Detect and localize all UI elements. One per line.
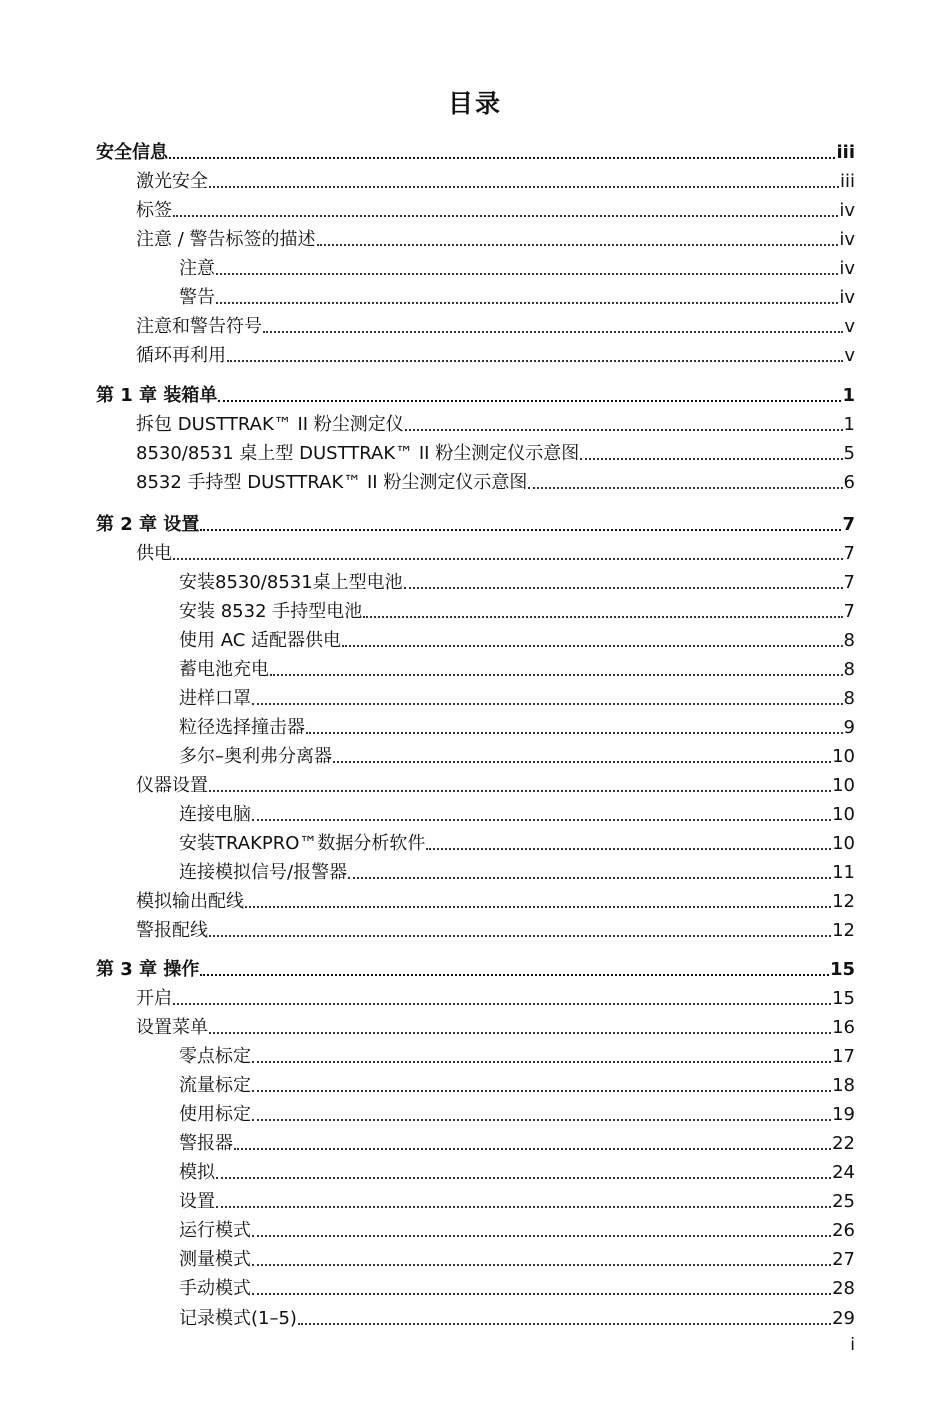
toc-entry-page: 26 <box>832 1220 855 1241</box>
dot-leader <box>306 732 843 734</box>
toc-entry[interactable] <box>179 711 855 739</box>
toc-entry-page: 7 <box>843 543 855 564</box>
dot-leader <box>227 360 843 362</box>
toc-entry-label: 8530/8531 桌上型 DUSTTRAK™ II 粉尘测定仪示意图 <box>136 443 580 464</box>
toc-entry[interactable] <box>179 682 855 710</box>
toc-entry-label: 设置 <box>179 1191 215 1212</box>
toc-entry-page: 10 <box>832 833 855 854</box>
toc-entry-page: 27 <box>832 1249 855 1270</box>
toc-entry-page: 10 <box>832 775 855 796</box>
dot-leader <box>173 215 838 217</box>
toc-entry-label: 运行模式 <box>179 1220 251 1241</box>
dot-leader <box>405 429 843 431</box>
toc-entry-page: 8 <box>843 659 855 680</box>
toc-entry-page: 19 <box>832 1104 855 1125</box>
toc-entry[interactable] <box>136 194 855 222</box>
dot-leader <box>252 703 843 705</box>
toc-entry-label: 第 3 章 操作 <box>96 959 200 980</box>
dot-leader <box>404 587 843 589</box>
toc-entry-label: 第 2 章 设置 <box>96 514 200 535</box>
toc-entry-label: 测量模式 <box>179 1249 251 1270</box>
dot-leader <box>173 558 843 560</box>
toc-entry-page: 25 <box>832 1191 855 1212</box>
dot-leader <box>209 186 839 188</box>
toc-entry-page: 8 <box>843 688 855 709</box>
toc-entry-label: 拆包 DUSTTRAK™ II 粉尘测定仪 <box>136 414 404 435</box>
dot-leader <box>270 674 843 676</box>
toc-entry-label: 蓄电池充电 <box>179 659 269 680</box>
dot-leader <box>252 819 831 821</box>
toc-entry-label: 注意 <box>179 258 215 279</box>
toc-entry-page: 11 <box>832 862 855 883</box>
toc-entry-label: 警告 <box>179 287 215 308</box>
dot-leader <box>200 974 829 976</box>
toc-entry-label: 安装 8532 手持型电池 <box>179 601 363 622</box>
toc-entry-page: 1 <box>843 414 855 435</box>
toc-entry[interactable] <box>136 914 855 942</box>
toc-entry[interactable] <box>179 1040 855 1068</box>
toc-entry[interactable] <box>136 982 855 1010</box>
toc-entry-page: 29 <box>832 1308 855 1329</box>
dot-leader <box>209 790 831 792</box>
toc-entry[interactable] <box>179 798 855 826</box>
toc-entry-page: 24 <box>832 1162 855 1183</box>
toc-entry-page: 1 <box>842 385 855 406</box>
toc-entry-label: 使用 AC 适配器供电 <box>179 630 342 651</box>
toc-entry-page: 15 <box>832 988 855 1009</box>
toc-entry-label: 连接模拟信号/报警器 <box>179 862 348 883</box>
toc-entry-page: 17 <box>832 1046 855 1067</box>
toc-entry[interactable] <box>179 1214 855 1242</box>
toc-chapter-entry[interactable] <box>96 953 855 981</box>
toc-entry-page: iv <box>839 287 855 308</box>
toc-entry-label: 手动模式 <box>179 1278 251 1299</box>
toc-entry-label: 8532 手持型 DUSTTRAK™ II 粉尘测定仪示意图 <box>136 472 528 493</box>
toc-entry-label: 仪器设置 <box>136 775 208 796</box>
toc-entry-page: 9 <box>843 717 855 738</box>
toc-chapter-entry[interactable] <box>96 508 855 536</box>
dot-leader <box>252 1235 831 1237</box>
dot-leader <box>169 157 835 159</box>
dot-leader <box>216 1206 831 1208</box>
toc-entry-page: 7 <box>843 601 855 622</box>
toc-entry-page: 28 <box>832 1278 855 1299</box>
toc-entry-label: 警报配线 <box>136 920 208 941</box>
toc-entry-page: 7 <box>842 514 855 535</box>
toc-entry-label: 安全信息 <box>96 142 168 163</box>
toc-entry-label: 进样口罩 <box>179 688 251 709</box>
toc-chapter-entry[interactable] <box>96 379 855 407</box>
toc-entry-page: v <box>844 345 855 366</box>
toc-entry-page: 5 <box>843 443 855 464</box>
toc-entry-page: iv <box>839 200 855 221</box>
toc-entry-page: 22 <box>832 1133 855 1154</box>
toc-entry-label: 使用标定 <box>179 1104 251 1125</box>
dot-leader <box>580 458 842 460</box>
toc-entry-label: 零点标定 <box>179 1046 251 1067</box>
toc-entry-page: 6 <box>843 472 855 493</box>
toc-entry-page: v <box>844 316 855 337</box>
toc-entry[interactable] <box>136 769 855 797</box>
dot-leader <box>245 906 831 908</box>
toc-entry-page: 15 <box>829 959 855 980</box>
toc-entry-page: 8 <box>843 630 855 651</box>
toc-entry[interactable] <box>179 252 855 280</box>
dot-leader <box>252 1264 831 1266</box>
toc-entry[interactable] <box>179 281 855 309</box>
dot-leader <box>252 1061 831 1063</box>
toc-entry-label: 安装8530/8531桌上型电池 <box>179 572 403 593</box>
toc-entry-label: 多尔–奥利弗分离器 <box>179 746 332 767</box>
toc-entry-label: 连接电脑 <box>179 804 251 825</box>
toc-entry[interactable] <box>136 466 855 494</box>
toc-entry-label: 粒径选择撞击器 <box>179 717 305 738</box>
toc-entry[interactable] <box>179 1069 855 1097</box>
toc-entry-page: 12 <box>832 920 855 941</box>
toc-entry-label: 记录模式(1–5) <box>179 1308 297 1329</box>
toc-entry[interactable] <box>179 740 855 768</box>
toc-entry-label: 警报器 <box>179 1133 233 1154</box>
toc-chapter-entry[interactable] <box>96 136 855 164</box>
toc-entry[interactable] <box>179 1272 855 1300</box>
dot-leader <box>426 848 831 850</box>
toc-entry-page: 10 <box>832 804 855 825</box>
toc-entry-label: 第 1 章 装箱单 <box>96 385 218 406</box>
toc-entry-page: 18 <box>832 1075 855 1096</box>
toc-entry[interactable] <box>136 165 855 193</box>
toc-entry[interactable] <box>136 537 855 565</box>
dot-leader <box>317 244 839 246</box>
toc-entry[interactable] <box>136 223 855 251</box>
toc-entry-page: iv <box>839 229 855 250</box>
page-title: 目录 <box>447 89 502 118</box>
toc-entry[interactable] <box>136 1011 855 1039</box>
dot-leader <box>200 529 841 531</box>
toc-entry-label: 注意 / 警告标签的描述 <box>136 229 316 250</box>
dot-leader <box>528 487 842 489</box>
toc-entry[interactable] <box>179 1185 855 1213</box>
toc-entry[interactable] <box>179 856 855 884</box>
dot-leader <box>363 616 842 618</box>
dot-leader <box>209 1032 831 1034</box>
toc-entry-label: 模拟 <box>179 1162 215 1183</box>
toc-entry-label: 设置菜单 <box>136 1017 208 1038</box>
dot-leader <box>298 1323 831 1325</box>
toc-entry[interactable] <box>179 566 855 594</box>
toc-entry-page: 12 <box>832 891 855 912</box>
dot-leader <box>252 1119 831 1121</box>
toc-entry[interactable] <box>136 885 855 913</box>
toc-entry[interactable] <box>136 408 855 436</box>
dot-leader <box>216 1177 831 1179</box>
toc-entry-label: 标签 <box>136 200 172 221</box>
toc-entry-label: 模拟输出配线 <box>136 891 244 912</box>
dot-leader <box>173 1003 831 1005</box>
dot-leader <box>333 761 831 763</box>
toc-entry-page: iii <box>836 142 855 163</box>
toc-entry-label: 循环再利用 <box>136 345 226 366</box>
toc-entry-label: 开启 <box>136 988 172 1009</box>
toc-entry-page: 7 <box>843 572 855 593</box>
dot-leader <box>252 1090 831 1092</box>
toc-entry-page: iii <box>839 171 855 192</box>
toc-entry[interactable] <box>179 827 855 855</box>
toc-entry-label: 供电 <box>136 543 172 564</box>
dot-leader <box>342 645 843 647</box>
toc-entry[interactable] <box>179 1302 855 1330</box>
dot-leader <box>234 1148 831 1150</box>
toc-entry[interactable] <box>179 624 855 652</box>
toc-entry-page: iv <box>839 258 855 279</box>
dot-leader <box>252 1293 831 1295</box>
dot-leader <box>348 877 831 879</box>
toc-entry[interactable] <box>179 1156 855 1184</box>
toc-entry[interactable] <box>136 339 855 367</box>
toc-entry[interactable] <box>136 310 855 338</box>
toc-entry-label: 激光安全 <box>136 171 208 192</box>
toc-entry-page: 10 <box>832 746 855 767</box>
dot-leader <box>218 400 841 402</box>
dot-leader <box>263 331 843 333</box>
toc-entry[interactable] <box>179 653 855 681</box>
toc-entry-label: 注意和警告符号 <box>136 316 262 337</box>
page-number: i <box>850 1335 855 1355</box>
dot-leader <box>216 302 838 304</box>
toc-entry-label: 安装TRAKPRO™数据分析软件 <box>179 833 426 854</box>
toc-entry[interactable] <box>136 437 855 465</box>
toc-entry[interactable] <box>179 595 855 623</box>
dot-leader <box>216 273 838 275</box>
toc-entry-label: 流量标定 <box>179 1075 251 1096</box>
toc-entry[interactable] <box>179 1098 855 1126</box>
toc-entry[interactable] <box>179 1243 855 1271</box>
toc-entry[interactable] <box>179 1127 855 1155</box>
dot-leader <box>209 935 831 937</box>
toc-entry-page: 16 <box>832 1017 855 1038</box>
